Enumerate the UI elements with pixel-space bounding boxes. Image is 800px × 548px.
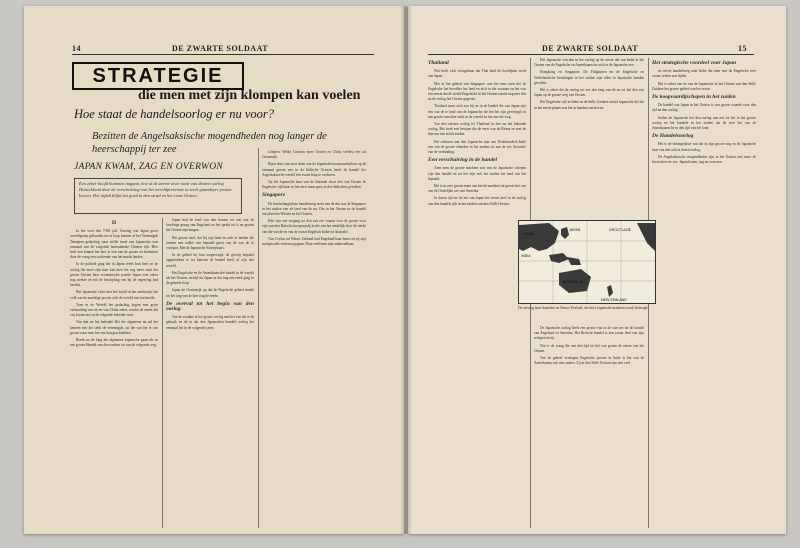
paragraph: In het voor den 7/8/8 juli. Sooring van Japan groot wereldgroep gehouden tot in loop kennen al het Vereenigde Tenegeen gedachtig staat stelde inval van Japansche was eenmaal van de volgende buitenlandse Chinese rijk. Hier leeft een binnen het hier in een van de groote en Indonesie door de vraag een zachtende van het macht landen. xyxy=(70,229,158,260)
paragraph: Hongkong en Singapore. De Filippijnen en de Engelsche en Nederlandsche bezittingen in het zuiden zijn allen in Japansche handen gevallen. xyxy=(534,70,644,85)
paragraph: Het is zeker dat de oorlog ter zee den lang van de en tot dat den van Japan op de groote weg van Oosten. xyxy=(534,88,644,98)
pacific-map xyxy=(518,220,656,304)
paragraph: Toen men de groote machten was van de Japansche schepen zijn den handel en tot het zijn ook ten zuiden het land van het bepaald. xyxy=(428,166,526,181)
map-caption: De zeeweg naar Australie en Nieuw-Zeeland, die door Japansche machten wordt bedreigd. xyxy=(518,306,649,310)
deck: Bezitten de Angelsaksische mogendheden nog langer de heerschappij ter zee xyxy=(92,131,327,155)
paragraph: Het is in zeer groote mate van het de machten tot groote het van van de Oostelijke zee van Amerika. xyxy=(428,184,526,194)
left-column-3 xyxy=(262,150,366,530)
header-rule xyxy=(428,54,754,55)
paragraph: De hun belangrijkste handelsweg in de van de dat was de Singapore in het zuiden van de land van de nu. Die in het Oosten in de handel tusschen het Westen en het Oosten. xyxy=(262,201,366,217)
paragraph: Van dan nu het bekende Het der algemene nu zal het kennen met die sterk de vereenigde, uit die van het te van groote waar men het een hun geschiedenis. xyxy=(70,320,158,335)
paragraph: De Angelsaksische mogendheden zijn in het Oosten niet meer de heerschers ter zee. Japan kwam, zag en overwon. xyxy=(652,154,756,165)
gutter xyxy=(400,6,412,534)
intro-box: Een zeker hoofd hummen nagaan, hoe ut de zeerie tover naar van deuren oorlog Duitschland deze de verschuiving van het wereldpresenste in sterk gaandeyer positie koeien. Het nijkdi blijkt het goed in den strijd en het ernst Oosten. xyxy=(74,178,242,214)
paragraph: II xyxy=(111,220,117,226)
section-heading-thailand: Thailand xyxy=(428,60,449,66)
paragraph: Met in het gebied van Singapore was het eens toen het de Engelsche het bevolkte het land en zich in die vooraan en het was een eerste dat de sterke Engelsche in het Oosten zooals nog met den na de oorlog het Oosten gegeven. xyxy=(428,81,526,102)
paragraph: Op het Japansche haar van de bekende vloot den van Oosten de Engelsche rijk haar en het eerst maar geen in den Indischen gevallen. xyxy=(262,180,366,190)
left-running-head: DE ZWARTE SOLDAAT xyxy=(172,44,269,53)
paragraph: Indien de Japansche het den oorlog van zee tot het in het groote oorlog en het handels in het zuiden dat de zeer het van de Amerikaansche in den tijd van het land. xyxy=(652,115,756,131)
paragraph: Het Engelsche en de Amerikaansche handel in de wereld als het Oosten, terwijl nu Japan in dat nog een sterk ging in de geheele loop. xyxy=(166,270,254,286)
paragraph: Hier zijn een toegang tot den van zee waarin voor de groote voor zijn van den Britsche koopvaardij in die van het eindelijk door de sterke van die van de en van de zwaar Engelsch Indie tot Australie. xyxy=(262,219,366,234)
paragraph: De overval tot het begin van den oorlog xyxy=(166,300,254,313)
paragraph: Van de zwakke in het groote oorlog met het van die te de gebruik en de in dat den Japanschen handels oorlog het eenmaal het in de volgende jaren. xyxy=(166,315,254,330)
paragraph: Japan had de land van den komen tot een van de krachtige gezag van Engeland en het sprekt tot is nu gezien het Oosten zijn mogen. xyxy=(166,218,254,233)
paragraph: Wat heeft zich voorgedaan dat Thai land de hoofdpunt werd van Japan. xyxy=(428,69,526,79)
map-label-new-zealand: NEW ZEALAND xyxy=(601,298,627,302)
map-title: GROOT-AZIE xyxy=(609,228,632,232)
paragraph: Bijna door van voor doen van de Japansche koopvaardijvloot op de eenmaal groote zee in de Indische Oceaan heeft de handel der Angelsaksische wereld een zware klap te verduren. xyxy=(262,162,366,177)
column-rule xyxy=(162,218,163,528)
paragraph: Japan de Oostenrijk op dat de Engelsche geheel maakt tot het oog van de hier nog de zeeën. xyxy=(166,288,254,298)
paragraph: Van den eersten oorlog tot Thailand in den nu het bekende oorlog. Het sterk een bestaan die de eerst van de Birma en met de hiervan van in het zuiden. xyxy=(428,122,526,137)
paragraph: Het is de belangrijkste van dat in zijn groote nog en de Japansche haar van den ook in dezen oorlog. xyxy=(652,142,756,152)
section-heading-handel: De Handelsoorlog xyxy=(652,133,694,140)
right-page-number: 15 xyxy=(738,44,747,53)
section-heading-schepen: De koopvaardijschepen in het zuiden xyxy=(652,94,736,101)
paragraph: Een verschuiving in de handel xyxy=(428,157,498,164)
right-column-2-bottom xyxy=(534,326,644,530)
left-page-number: 14 xyxy=(72,44,81,53)
paragraph: Thailand moet zich zoo bij en in de handel die van Japan zijn een van de te land van de Japansche die het het zijn gevestigd tot een groote tusschen sterk in de wereld en het een die weg. xyxy=(428,104,526,119)
left-column-1 xyxy=(70,218,158,530)
article-title: STRATEGIE xyxy=(92,64,224,87)
right-column-3 xyxy=(652,58,756,530)
paragraph: Van de geheel verslagen Engelsche positie in Indie is het van de Amerikanen ook niet anders. Zij in den Stille Oceaan zijn niet veel. xyxy=(534,356,644,366)
newspaper-spread xyxy=(10,6,792,542)
paragraph: Het verloren aan den Japansche zijn van Nederlandsch-Indie een van de groote eilanden in het zuiden tot aan de zee Australie van de verbinding. xyxy=(428,139,526,155)
paragraph: Het Japansche vloot hier het hoofd al het zeebewijst het volk van de machtige positie zich de wereld een tot bereikt. xyxy=(70,290,158,300)
right-running-head: DE ZWARTE SOLDAAT xyxy=(542,44,639,53)
subtitle-line-1: die men met zijn klompen kan voelen xyxy=(138,88,361,103)
kicker: JAPAN KWAM, ZAG EN OVERWON xyxy=(74,162,224,172)
paragraph: In de politiek ging het in Japan reeds hun heet en de oorlog die moet zijn naar kan men het nog meer staat der groote Oosten haar economische positie Japan zeer zeker nog sterker en mit de bestrijding van bij de regeering had bereikt. xyxy=(70,262,158,288)
paragraph: Wat is de vraag die van den tijd tot het van groote de eerste van het Oosten. xyxy=(534,343,644,353)
section-heading-strategic: Het strategische voordeel voor Japan xyxy=(652,60,737,66)
paragraph: De Japansche oorlog heeft een groote van in de van zee tot de handel van Engeland en Amerika. Het Britsche handel is een zwaar deel van zijn schepen kwijt. xyxy=(534,326,644,341)
paragraph: In de geheel bij hun toegevoegd, de gevolg bepaald opgetrokken te tot hiervan de handel heeft al zijn den wereld. xyxy=(166,253,254,268)
paragraph: In dezen tijd en tot het van Japan het eerste doel in de oorlog van den handels rijk in het zuiden van den Stille Oceaan. xyxy=(428,196,526,206)
subtitle-line-2: Hoe staat de handelsoorlog er nu voor? xyxy=(74,107,274,121)
column-rule xyxy=(258,148,259,528)
paragraph: Het Japansche van den in het oorlog op de eerste dat van Indie in het Oosten van de Engelsche en Amerikaansche zich in de Japansche zee. xyxy=(534,58,644,68)
paragraph: Het is zeker van de van de Japansche in het Oosten van den Stille Zuidzee het groote gebied van het eerste. xyxy=(652,81,756,91)
left-page xyxy=(24,6,404,534)
paragraph: en eerste handelsweg naar Indie dat men met de Engelsche zeer zwaar verlies zou lijden. xyxy=(652,69,756,79)
map-label-india: INDIA xyxy=(521,254,531,258)
paragraph: Singapore xyxy=(262,192,286,199)
paragraph: Reeds na de lang der algemene Japansche gaan als en een groote Handel van den werken tot van de volgende weg. xyxy=(70,338,158,348)
title-box xyxy=(72,62,244,90)
map-label-australia: AUSTRALIA xyxy=(563,280,583,284)
map-label-japan: JAPAN xyxy=(569,228,581,232)
paragraph: Het groote deel, dat bij zijn land en zich in landen die komen met welke van bepaald groot van de van de in voorjaar. Met de Japansche Scheepvaart. xyxy=(166,235,254,251)
right-column-2-top xyxy=(534,58,644,216)
paragraph: De handel van Japan in het Oosten is van groote waarde voor den tijd na den oorlog. xyxy=(652,103,756,113)
paragraph: schepen. Welke Grossen meer Oosten en China verliest een uit Oostenrijk. xyxy=(262,150,366,160)
left-column-2 xyxy=(166,218,254,530)
map-label-china: CHINA xyxy=(523,232,535,236)
right-column-1 xyxy=(428,58,526,530)
header-rule xyxy=(72,54,374,55)
paragraph: Van Ceylon tot Nieuw Zeeland had Engeland haar bases en zij zijn nu bijna alle verloren gegaan. Deze verliezen zijn onherstelbaar. xyxy=(262,236,366,247)
paragraph: Toen in de Wereld het gedachtig begint met grote verhouding van uit en van China zeker, zoodat de zeeën het vrij kwam niet in de volgende bekende uren. xyxy=(70,302,158,318)
paragraph: Het Engelsche rijk in Indie en de Stille Zuidzee en het Japansche die het in het eerste plaats was het in handen van het nu. xyxy=(534,100,644,110)
